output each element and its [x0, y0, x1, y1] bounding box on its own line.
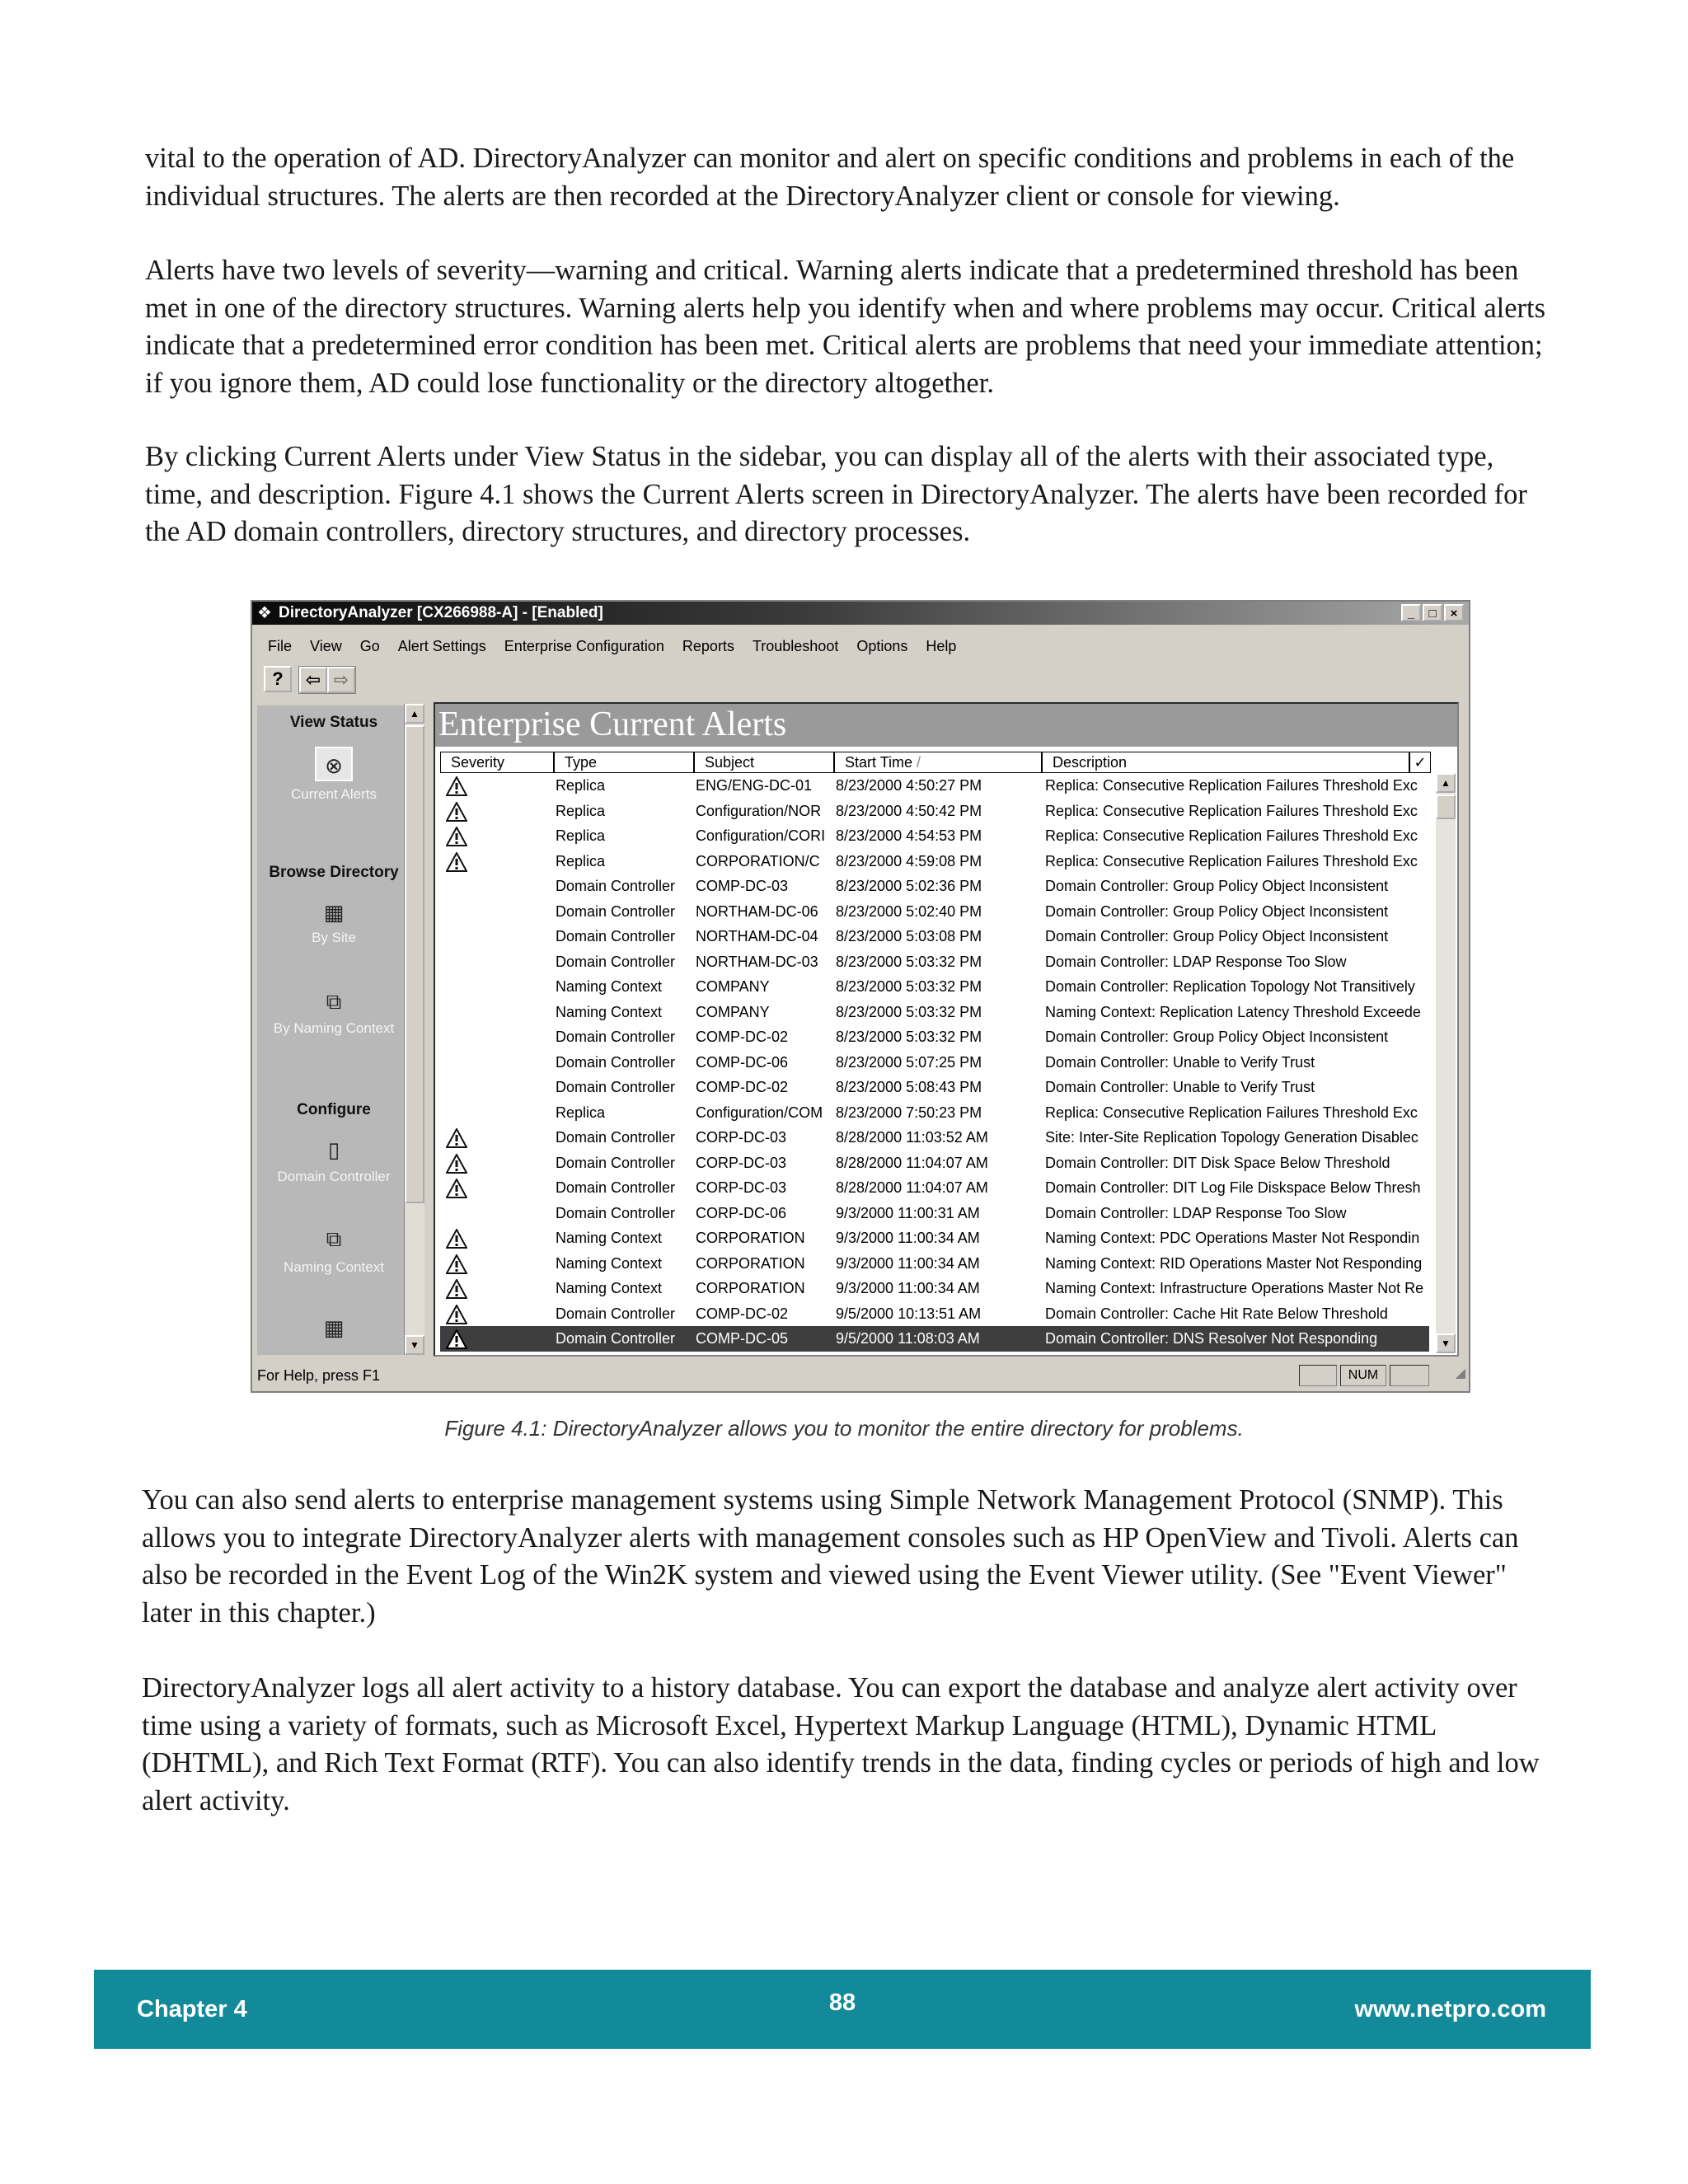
column-header-severity[interactable]: Severity [440, 752, 554, 773]
scroll-up-arrow-icon[interactable]: ▲ [1436, 773, 1456, 793]
cell-subject: CORP-DC-03 [696, 1129, 787, 1146]
cell-subject: COMP-DC-05 [696, 1330, 789, 1347]
window-title: DirectoryAnalyzer [CX266988-A] - [Enabled] [279, 604, 603, 621]
table-row[interactable] [440, 1151, 1429, 1176]
warning-alert-icon [440, 799, 473, 823]
cell-subject: CORPORATION [696, 1230, 805, 1246]
figure-caption: Figure 4.1: DirectoryAnalyzer allows you to monitor the entire directory for problems. [444, 1416, 1244, 1441]
cell-start-time: 9/5/2000 10:13:51 AM [836, 1305, 982, 1322]
scroll-up-arrow-icon[interactable]: ▲ [405, 704, 424, 724]
cell-description: Domain Controller: DNS Resolver Not Responding [1045, 1330, 1378, 1347]
cell-description: Domain Controller: LDAP Response Too Slow [1045, 1204, 1347, 1221]
cell-subject: CORPORATION [696, 1280, 805, 1296]
cell-type: Naming Context [556, 1003, 663, 1020]
table-row[interactable] [440, 1000, 1429, 1025]
minimize-button[interactable]: _ [1401, 604, 1421, 621]
cell-type: Domain Controller [556, 1204, 676, 1221]
cell-subject: COMP-DC-02 [696, 1079, 789, 1095]
cell-description: Domain Controller: Unable to Verify Trust [1045, 1053, 1315, 1071]
table-row[interactable] [440, 1100, 1429, 1126]
cell-type: Domain Controller [556, 902, 676, 920]
cell-type: Domain Controller [556, 1154, 676, 1171]
cell-start-time: 8/23/2000 4:50:27 PM [836, 777, 982, 794]
maximize-button[interactable]: □ [1423, 604, 1442, 621]
menu-view[interactable]: View [310, 638, 342, 654]
cell-subject: COMP-DC-03 [696, 878, 789, 894]
status-bar [252, 1360, 1469, 1391]
cell-type: Domain Controller [556, 1305, 676, 1322]
body-paragraph-1: vital to the operation of AD. DirectoryAnalyzer can monitor and alert on specific conditions and problems in each of the individual structures. The alerts are then recorded at the DirectoryAnalyzer client or console for viewing. [145, 143, 1515, 212]
cell-description: Replica: Consecutive Replication Failures Threshold Exc [1045, 852, 1418, 869]
warning-alert-icon [440, 1251, 473, 1276]
cell-type: Naming Context [556, 978, 663, 995]
cell-start-time: 8/23/2000 5:03:32 PM [836, 1003, 982, 1020]
table-row[interactable] [440, 899, 1429, 925]
cell-type: Naming Context [556, 1230, 663, 1246]
menu-options[interactable]: Options [856, 638, 908, 654]
alerts-scrollbar[interactable] [1436, 773, 1456, 1353]
footer-url: www.netpro.com [1354, 1996, 1546, 2022]
table-row[interactable] [440, 823, 1429, 849]
cell-description: Naming Context: Replication Latency Threshold Exceede [1045, 1003, 1421, 1020]
sort-indicator-icon: / [917, 754, 921, 771]
cell-type: Domain Controller [556, 1179, 676, 1196]
cell-description: Domain Controller: LDAP Response Too Slow [1045, 953, 1347, 970]
forward-arrow-icon[interactable]: ⇨ [327, 667, 355, 693]
cell-start-time: 8/28/2000 11:04:07 AM [836, 1154, 988, 1171]
by-site-icon[interactable]: ▦ [323, 900, 345, 925]
cell-description: Replica: Consecutive Replication Failures Threshold Exc [1045, 777, 1418, 794]
table-row[interactable] [440, 773, 1429, 799]
sidebar-item-by-site[interactable]: By Site [312, 930, 356, 945]
menu-enterprise-configuration[interactable]: Enterprise Configuration [504, 638, 664, 654]
cell-type: Replica [556, 852, 606, 869]
column-header-description[interactable]: Description [1042, 752, 1409, 773]
cell-subject: NORTHAM-DC-06 [696, 902, 818, 920]
sidebar-heading-configure: Configure [297, 1101, 371, 1118]
cell-start-time: 9/5/2000 11:08:03 AM [836, 1330, 980, 1347]
cell-type: Domain Controller [556, 928, 676, 944]
cell-subject: CORP-DC-06 [696, 1204, 787, 1221]
cell-subject: Configuration/NOR [696, 802, 822, 819]
cell-subject: CORP-DC-03 [696, 1154, 787, 1171]
scroll-down-arrow-icon[interactable]: ▼ [1436, 1333, 1456, 1353]
cell-start-time: 8/23/2000 5:02:40 PM [836, 902, 982, 920]
cell-start-time: 8/23/2000 5:08:43 PM [836, 1079, 982, 1095]
table-row[interactable] [440, 974, 1429, 1000]
by-naming-context-icon[interactable]: ⧉ [326, 989, 342, 1014]
status-text: For Help, press F1 [257, 1367, 381, 1384]
cell-description: Replica: Consecutive Replication Failures Threshold Exc [1045, 1104, 1418, 1121]
cell-type: Replica [556, 827, 606, 844]
menu-file[interactable]: File [268, 638, 293, 654]
cell-description: Domain Controller: Group Policy Object Inconsistent [1045, 878, 1389, 894]
cell-subject: NORTHAM-DC-03 [696, 953, 818, 970]
sidebar-scroll-thumb[interactable] [405, 725, 424, 1203]
close-button[interactable]: × [1444, 604, 1464, 621]
cell-start-time: 8/23/2000 5:07:25 PM [836, 1053, 982, 1071]
table-row[interactable] [440, 1276, 1429, 1301]
app-window-screenshot [251, 600, 1470, 1393]
body-paragraph-4: You can also send alerts to enterprise management systems using Simple Network Management Protocol (SNMP). This allows you to integrate DirectoryAnalyzer alerts with management consoles such as HP OpenView and Tivoli. Alerts can also be recorded in the Event Log of the Win2K system and viewed using the Event Viewer utility. (See "Event Viewer" later in this chapter.) [142, 1484, 1519, 1629]
warning-alert-icon [440, 1175, 473, 1200]
menu-help[interactable]: Help [926, 638, 957, 654]
warning-alert-icon [440, 1125, 473, 1150]
current-alerts-icon[interactable]: ⊗ [315, 747, 353, 781]
sidebar-heading-view-status: View Status [289, 714, 378, 731]
cell-type: Domain Controller [556, 878, 676, 894]
back-arrow-icon[interactable]: ⇦ [299, 667, 327, 693]
cell-type: Naming Context [556, 1280, 663, 1296]
cell-subject: COMP-DC-02 [696, 1305, 789, 1322]
cell-start-time: 9/3/2000 11:00:34 AM [836, 1280, 980, 1296]
toolbar [264, 666, 356, 694]
domain-controller-icon[interactable]: ▯ [327, 1137, 340, 1162]
cell-type: Domain Controller [556, 1079, 676, 1095]
cell-subject: COMPANY [696, 1003, 770, 1020]
warning-alert-icon [440, 823, 473, 848]
table-row[interactable] [440, 849, 1429, 874]
cell-type: Domain Controller [556, 1029, 676, 1045]
cell-subject: COMP-DC-02 [696, 1029, 789, 1045]
status-pane-empty-2 [1390, 1365, 1429, 1386]
sidebar-scrollbar[interactable] [404, 704, 424, 1355]
cell-type: Domain Controller [556, 1053, 676, 1071]
cell-subject: NORTHAM-DC-04 [696, 928, 818, 944]
sidebar-item-naming-context[interactable]: Naming Context [284, 1259, 384, 1275]
table-row[interactable] [440, 1301, 1429, 1327]
table-row[interactable] [440, 949, 1429, 975]
cell-subject: Configuration/CORI [696, 827, 826, 844]
body-paragraph-3: By clicking Current Alerts under View Status in the sidebar, you can display all of the alerts with their associated type, time, and description. Figure 4.1 shows the Current Alerts screen in DirectoryAnalyzer. The alerts have been recorded for the AD domain controllers, directory structures, and directory processes. [145, 441, 1527, 547]
table-row[interactable] [440, 1251, 1429, 1277]
cell-description: Domain Controller: Unable to Verify Trust [1045, 1079, 1315, 1095]
cell-description: Naming Context: PDC Operations Master Not Respondin [1045, 1230, 1420, 1246]
cell-type: Domain Controller [556, 953, 676, 970]
warning-alert-icon [440, 1151, 473, 1175]
cell-subject: CORPORATION/C [696, 852, 820, 869]
cell-description: Domain Controller: DIT Log File Diskspace Below Thresh [1045, 1179, 1421, 1196]
cell-start-time: 8/23/2000 4:54:53 PM [836, 827, 982, 844]
cell-type: Domain Controller [556, 1129, 676, 1146]
cell-start-time: 8/23/2000 5:03:32 PM [836, 978, 982, 995]
cell-start-time: 8/23/2000 5:03:08 PM [836, 928, 982, 944]
sidebar-item-current-alerts[interactable]: Current Alerts [291, 786, 377, 802]
table-row[interactable] [440, 1125, 1429, 1151]
cell-description: Site: Inter-Site Replication Topology Generation Disablec [1045, 1129, 1418, 1146]
cell-description: Domain Controller: Cache Hit Rate Below Threshold [1045, 1305, 1388, 1322]
cell-description: Domain Controller: Group Policy Object Inconsistent [1045, 1029, 1389, 1045]
sidebar-more-icon[interactable]: ▦ [323, 1315, 345, 1340]
sidebar [257, 705, 410, 1355]
cell-subject: ENG/ENG-DC-01 [696, 777, 813, 794]
cell-description: Naming Context: RID Operations Master Not Responding [1045, 1254, 1423, 1272]
cell-description: Domain Controller: Replication Topology Not Transitively [1045, 978, 1415, 995]
sidebar-item-by-naming-context[interactable]: By Naming Context [273, 1020, 395, 1036]
menu-reports[interactable]: Reports [682, 638, 734, 654]
warning-alert-icon [440, 1276, 473, 1301]
cell-subject: Configuration/COM [696, 1104, 823, 1121]
sidebar-heading-browse-directory: Browse Directory [269, 864, 399, 881]
column-header-type[interactable]: Type [554, 752, 694, 773]
table-row[interactable] [440, 1024, 1429, 1050]
warning-alert-icon [440, 1326, 473, 1351]
cell-type: Naming Context [556, 1254, 663, 1272]
panel-title: Enterprise Current Alerts [435, 704, 1457, 747]
start-time-label: Start Time [845, 754, 913, 771]
status-num-indicator: NUM [1340, 1365, 1386, 1386]
menu-go[interactable]: Go [359, 638, 380, 654]
sidebar-item-domain-controller[interactable]: Domain Controller [277, 1169, 391, 1184]
column-header-start-time[interactable] [834, 752, 1042, 773]
table-row[interactable] [440, 1326, 1429, 1352]
cell-start-time: 8/23/2000 5:03:32 PM [836, 1029, 982, 1045]
table-row[interactable] [440, 799, 1429, 824]
cell-start-time: 8/28/2000 11:03:52 AM [836, 1129, 988, 1146]
cell-start-time: 8/23/2000 7:50:23 PM [836, 1104, 982, 1121]
table-row[interactable] [440, 1050, 1429, 1076]
warning-alert-icon [440, 1226, 473, 1250]
cell-subject: CORPORATION [696, 1254, 805, 1272]
warning-alert-icon [440, 849, 473, 874]
footer-page-number: 88 [828, 1990, 856, 2016]
cell-description: Replica: Consecutive Replication Failures Threshold Exc [1045, 802, 1418, 819]
cell-start-time: 8/23/2000 4:50:42 PM [836, 802, 982, 819]
menu-alert-settings[interactable]: Alert Settings [397, 638, 486, 654]
cell-start-time: 9/3/2000 11:00:31 AM [836, 1204, 980, 1221]
table-row[interactable] [440, 1075, 1429, 1100]
cell-start-time: 8/28/2000 11:04:07 AM [836, 1179, 988, 1196]
status-pane-empty [1299, 1365, 1337, 1386]
cell-description: Naming Context: Infrastructure Operations Master Not Re [1045, 1280, 1424, 1296]
scroll-down-arrow-icon[interactable]: ▼ [405, 1335, 424, 1355]
column-chooser-check-icon[interactable]: ✓ [1409, 752, 1431, 773]
naming-context-icon[interactable]: ⧉ [326, 1226, 342, 1251]
cell-start-time: 9/3/2000 11:00:34 AM [836, 1254, 980, 1272]
menu-troubleshoot[interactable]: Troubleshoot [752, 638, 839, 654]
cell-type: Replica [556, 1104, 606, 1121]
cell-start-time: 9/3/2000 11:00:34 AM [836, 1230, 980, 1246]
menu-bar [259, 635, 965, 658]
help-icon[interactable]: ? [264, 666, 292, 692]
page-footer [94, 1970, 1591, 2049]
table-row[interactable] [440, 874, 1429, 899]
cell-subject: CORP-DC-03 [696, 1179, 787, 1196]
cell-type: Domain Controller [556, 1330, 676, 1347]
cell-start-time: 8/23/2000 4:59:08 PM [836, 852, 982, 869]
table-row[interactable] [440, 1175, 1429, 1201]
table-row[interactable] [440, 1226, 1429, 1251]
resize-grip-icon[interactable]: ◢ [1455, 1366, 1465, 1380]
cell-subject: COMPANY [696, 978, 770, 995]
table-row[interactable] [440, 1201, 1429, 1226]
footer-chapter: Chapter 4 [137, 1996, 247, 2022]
body-paragraph-5: DirectoryAnalyzer logs all alert activity to a history database. You can export the database and analyze alert activity over time using a variety of formats, such as Microsoft Excel, Hypertext Markup Language (HTML), Dynamic HTML (DHTML), and Rich Text Format (RTF). You can also identify trends in the data, finding cycles or periods of high and low alert activity. [142, 1672, 1540, 1816]
body-paragraph-2: Alerts have two levels of severity—warning and critical. Warning alerts indicate that a predetermined threshold has been met in one of the directory structures. Warning alerts help you identify when and where problems may occur. Critical alerts indicate that a predetermined error condition has been met. Critical alerts are problems that need your immediate attention; if you ignore them, AD could lose functionality or the directory altogether. [145, 255, 1546, 399]
cell-description: Domain Controller: Group Policy Object Inconsistent [1045, 928, 1389, 944]
cell-description: Domain Controller: Group Policy Object Inconsistent [1045, 902, 1389, 920]
cell-type: Replica [556, 777, 606, 794]
alerts-panel [434, 702, 1459, 1357]
cell-description: Replica: Consecutive Replication Failures Threshold Exc [1045, 827, 1418, 844]
warning-alert-icon [440, 773, 473, 798]
warning-alert-icon [440, 1301, 473, 1326]
title-bar [252, 602, 1469, 625]
cell-type: Replica [556, 802, 606, 819]
table-row[interactable] [440, 924, 1429, 949]
cell-subject: COMP-DC-06 [696, 1053, 789, 1071]
app-icon: ❖ [257, 604, 272, 622]
cell-start-time: 8/23/2000 5:02:36 PM [836, 878, 982, 894]
cell-start-time: 8/23/2000 5:03:32 PM [836, 953, 982, 970]
cell-description: Domain Controller: DIT Disk Space Below Threshold [1045, 1154, 1390, 1171]
alerts-scroll-thumb[interactable] [1436, 794, 1456, 819]
column-header-subject[interactable]: Subject [694, 752, 834, 773]
